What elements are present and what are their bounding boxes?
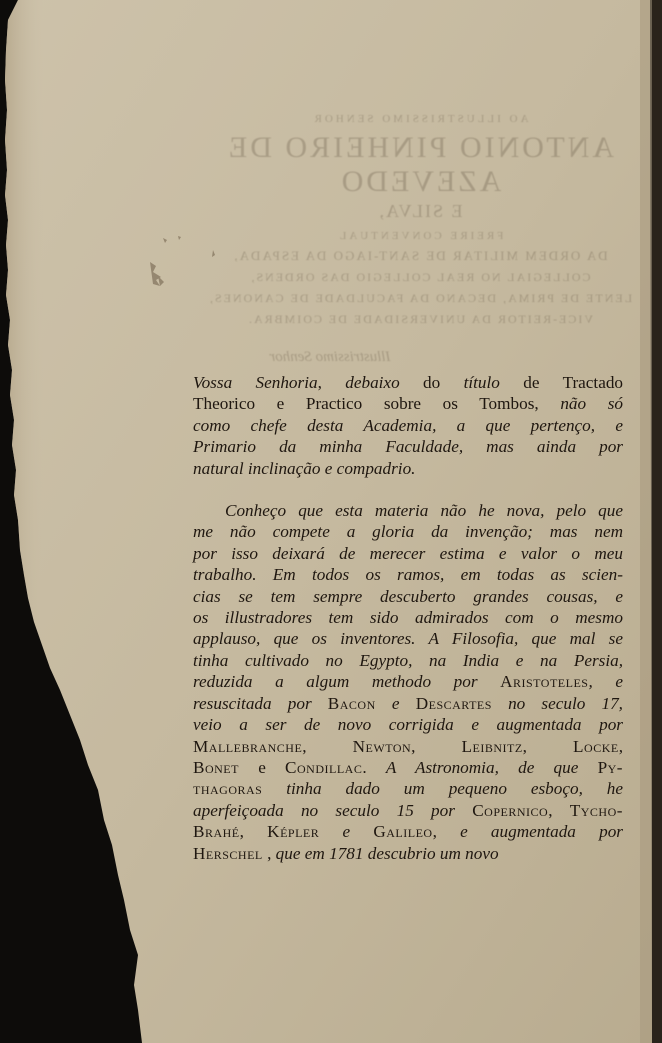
bleed-line: COLLEGIAL NO REAL COLLEGIO DAS ORDENS, (249, 270, 591, 284)
bleed-line: FREIRE CONVENTUAL (336, 230, 504, 242)
text-line: natural inclinação e compadrio. (193, 458, 416, 478)
text-line: trabalho. Em todos os ramos, em todas as scien- (193, 565, 623, 585)
text-line: Conheço que esta materia não he nova, pelo que (225, 501, 623, 521)
bleed-line: Illustrissimo Senhor (269, 349, 391, 365)
text-line: como chefe desta Academia, a que pertenço, e (193, 415, 623, 435)
bleed-line: E SILVA, (377, 201, 463, 221)
text-line: os illustradores tem sido admirados com o mesmo (193, 608, 623, 628)
text-line: aperfeiçoada no seculo 15 por Copernico, Tycho- (193, 800, 623, 820)
right-binding-edge (652, 0, 662, 1043)
text-line: Herschel , que em 1781 descubrio um novo (193, 843, 499, 863)
text-line: thagoras tinha dado um pequeno esboço, he (193, 779, 623, 799)
paragraph-dedication (193, 372, 623, 479)
bleed-line: AO ILLUSTRISSIMO SENHOR (311, 113, 529, 125)
text-line: por isso deixará de merecer estima e valor o meu (193, 543, 623, 563)
bleed-line: LENTE DE PRIMA, DECANO DA FACULDADE DE CANONES, (207, 291, 633, 305)
text-line: applauso, que os inventores. A Filosofia, que mal se (193, 629, 623, 649)
bleed-line: DA ORDEM MILITAR DE SANT-IAGO DA ESPADA, (232, 248, 608, 263)
text-line: cias se tem sempre descuberto grandes cousas, e (193, 586, 623, 606)
text-line: resuscitada por Bacon e Descartes no seculo 17, (193, 693, 623, 713)
bleed-line: VICE-REITOR DA UNIVERSIDADE DE COIMBRA. (246, 312, 594, 326)
text-line: Vossa Senhoria, debaixo do título de Tractado (193, 373, 624, 392)
body-text (193, 372, 623, 864)
paragraph-body (193, 500, 623, 864)
text-line: veio a ser de novo corrigida e augmentada por (193, 715, 623, 735)
bleed-line: ANTONIO PINHEIRO DE AZEVEDO (225, 131, 615, 198)
text-line: reduzida a algum methodo por Aristoteles, e (193, 672, 623, 692)
text-line: me não compete a gloria da invenção; mas nem (193, 522, 623, 542)
text-line: Brahé, Képler e Galileo, e augmentada por (193, 822, 623, 842)
text-line: Mallebranche, Newton, Leibnitz, Locke, (193, 736, 623, 756)
text-line: Primario da minha Faculdade, mas ainda por (193, 437, 623, 457)
text-line: tinha cultivado no Egypto, na India e na Persia, (193, 650, 623, 670)
text-line: Bonet e Condillac. A Astronomia, de que Py- (193, 757, 624, 777)
text-line: Theorico e Practico sobre os Tombos, não só (193, 394, 623, 414)
